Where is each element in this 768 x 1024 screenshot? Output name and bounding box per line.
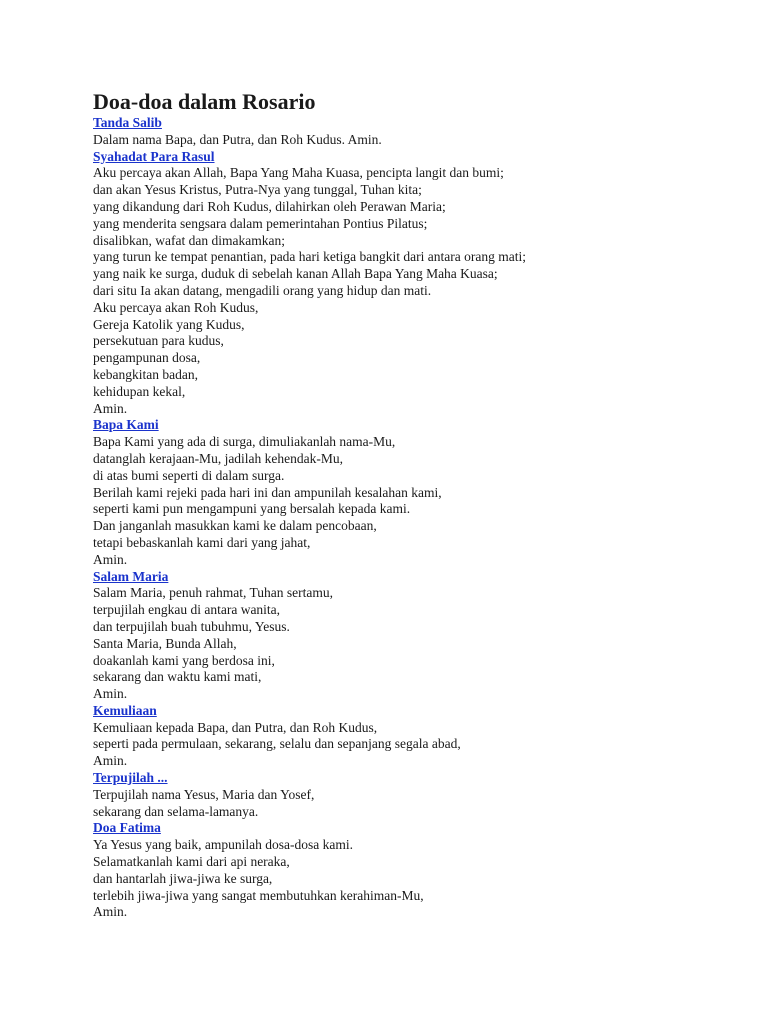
prayer-line: doakanlah kami yang berdosa ini, <box>93 652 275 668</box>
section-heading-link[interactable]: Bapa Kami <box>93 417 159 433</box>
prayer-line: Amin. <box>93 400 128 416</box>
prayer-line: Terpujilah nama Yesus, Maria dan Yosef, <box>93 786 315 802</box>
prayer-line: yang naik ke surga, duduk di sebelah kanan Allah Bapa Yang Maha Kuasa; <box>93 266 498 282</box>
prayer-line: Dalam nama Bapa, dan Putra, dan Roh Kudus. Amin. <box>93 131 382 147</box>
prayer-line: seperti pada permulaan, sekarang, selalu dan sepanjang segala abad, <box>93 736 461 752</box>
prayer-section <box>93 149 743 418</box>
prayer-line: kebangkitan badan, <box>93 366 198 382</box>
prayer-line: Gereja Katolik yang Kudus, <box>93 316 245 332</box>
prayer-section <box>93 569 743 703</box>
prayer-section <box>93 770 743 820</box>
section-heading-link[interactable]: Salam Maria <box>93 568 169 584</box>
prayer-line: Amin. <box>93 753 128 769</box>
prayer-line: dan terpujilah buah tubuhmu, Yesus. <box>93 618 290 634</box>
prayer-line: terpujilah engkau di antara wanita, <box>93 602 281 618</box>
prayer-line: Aku percaya akan Roh Kudus, <box>93 299 259 315</box>
prayer-line: sekarang dan selama-lamanya. <box>93 803 259 819</box>
prayer-line: persekutuan para kudus, <box>93 333 224 349</box>
prayer-line: disalibkan, wafat dan dimakamkan; <box>93 232 285 248</box>
prayer-line: Amin. <box>93 551 128 567</box>
section-heading-link[interactable]: Kemuliaan <box>93 702 157 718</box>
prayer-line: Bapa Kami yang ada di surga, dimuliakanlah nama-Mu, <box>93 434 396 450</box>
prayer-line: datanglah kerajaan-Mu, jadilah kehendak-Mu, <box>93 450 344 466</box>
prayer-line: yang turun ke tempat penantian, pada hari ketiga bangkit dari antara orang mati; <box>93 249 526 265</box>
prayer-section <box>93 820 743 921</box>
prayer-line: Amin. <box>93 686 128 702</box>
section-heading-link[interactable]: Doa Fatima <box>93 820 161 836</box>
prayer-line: terlebih jiwa-jiwa yang sangat membutuhkan kerahiman-Mu, <box>93 887 424 903</box>
prayer-line: seperti kami pun mengampuni yang bersalah kepada kami. <box>93 501 411 517</box>
prayer-line: dan akan Yesus Kristus, Putra-Nya yang tunggal, Tuhan kita; <box>93 182 422 198</box>
prayer-line: dan hantarlah jiwa-jiwa ke surga, <box>93 870 273 886</box>
prayer-line: sekarang dan waktu kami mati, <box>93 669 262 685</box>
page-title: Doa-doa dalam Rosario <box>93 89 316 114</box>
prayer-line: Berilah kami rejeki pada hari ini dan ampunilah kesalahan kami, <box>93 484 442 500</box>
prayer-line: Dan janganlah masukkan kami ke dalam pencobaan, <box>93 518 377 534</box>
prayer-line: Santa Maria, Bunda Allah, <box>93 635 237 651</box>
prayer-line: yang dikandung dari Roh Kudus, dilahirkan oleh Perawan Maria; <box>93 198 446 214</box>
prayer-line: dari situ Ia akan datang, mengadili orang yang hidup dan mati. <box>93 282 432 298</box>
document-page <box>93 88 743 921</box>
prayer-line: Amin. <box>93 904 128 920</box>
prayer-section <box>93 417 743 568</box>
prayer-section <box>93 115 743 149</box>
prayer-line: kehidupan kekal, <box>93 383 186 399</box>
section-heading-link[interactable]: Tanda Salib <box>93 115 162 130</box>
prayer-line: tetapi bebaskanlah kami dari yang jahat, <box>93 534 311 550</box>
section-heading-link[interactable]: Syahadat Para Rasul <box>93 148 215 164</box>
prayer-line: Salam Maria, penuh rahmat, Tuhan sertamu, <box>93 585 333 601</box>
prayer-line: Selamatkanlah kami dari api neraka, <box>93 854 290 870</box>
prayer-line: Aku percaya akan Allah, Bapa Yang Maha Kuasa, pencipta langit dan bumi; <box>93 165 504 181</box>
prayer-line: pengampunan dosa, <box>93 350 201 366</box>
prayer-sections <box>93 115 743 921</box>
prayer-section <box>93 703 743 770</box>
prayer-line: Kemuliaan kepada Bapa, dan Putra, dan Roh Kudus, <box>93 719 378 735</box>
prayer-line: yang menderita sengsara dalam pemerintahan Pontius Pilatus; <box>93 215 428 231</box>
section-heading-link[interactable]: Terpujilah ... <box>93 770 168 786</box>
prayer-line: Ya Yesus yang baik, ampunilah dosa-dosa kami. <box>93 837 353 853</box>
prayer-line: di atas bumi seperti di dalam surga. <box>93 467 285 483</box>
